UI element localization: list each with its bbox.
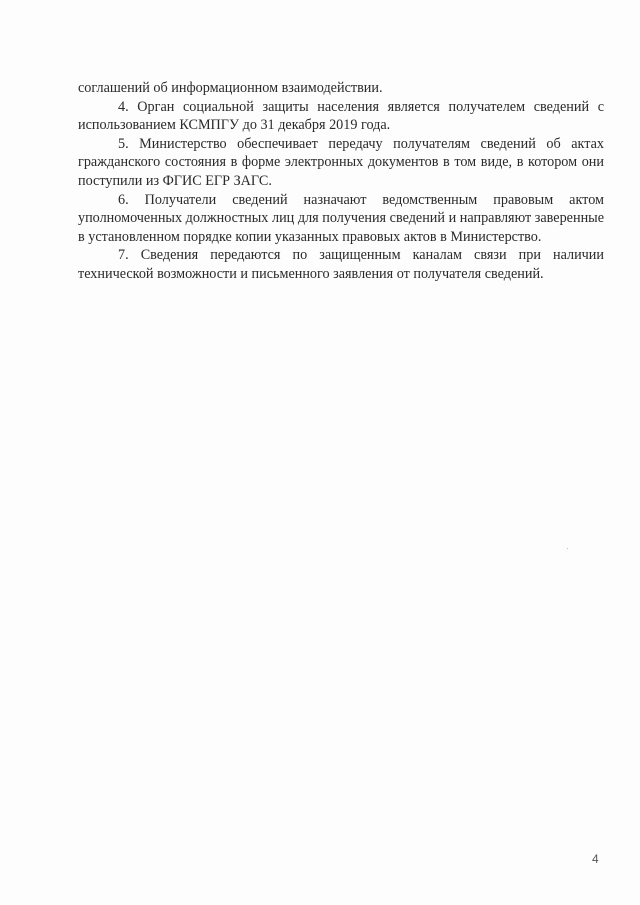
document-body [78,79,604,284]
paragraph-item-6: 6. Получатели сведений назначают ведомственным правовым актом уполномоченных должностных лиц для получения сведений и направляют заверенные в установленном порядке копии указанных правовых актов в Министерство. [78,191,604,245]
paragraph-item-7: 7. Сведения передаются по защищенным каналам связи при наличии технической возможности и письменного заявления от получателя сведений. [78,247,604,282]
scan-speck [567,548,568,549]
page-number: 4 [592,852,599,866]
paragraph-continuation: соглашений об информационном взаимодействии. [78,80,383,96]
paragraph-item-4: 4. Орган социальной защиты населения является получателем сведений с использованием КСМПГУ до 31 декабря 2019 года. [78,98,604,134]
paragraph-item-5: 5. Министерство обеспечивает передачу получателям сведений об актах гражданского состояния в форме электронных документов в том виде, в котором они поступили из ФГИС ЕГР ЗАГС. [78,135,604,189]
